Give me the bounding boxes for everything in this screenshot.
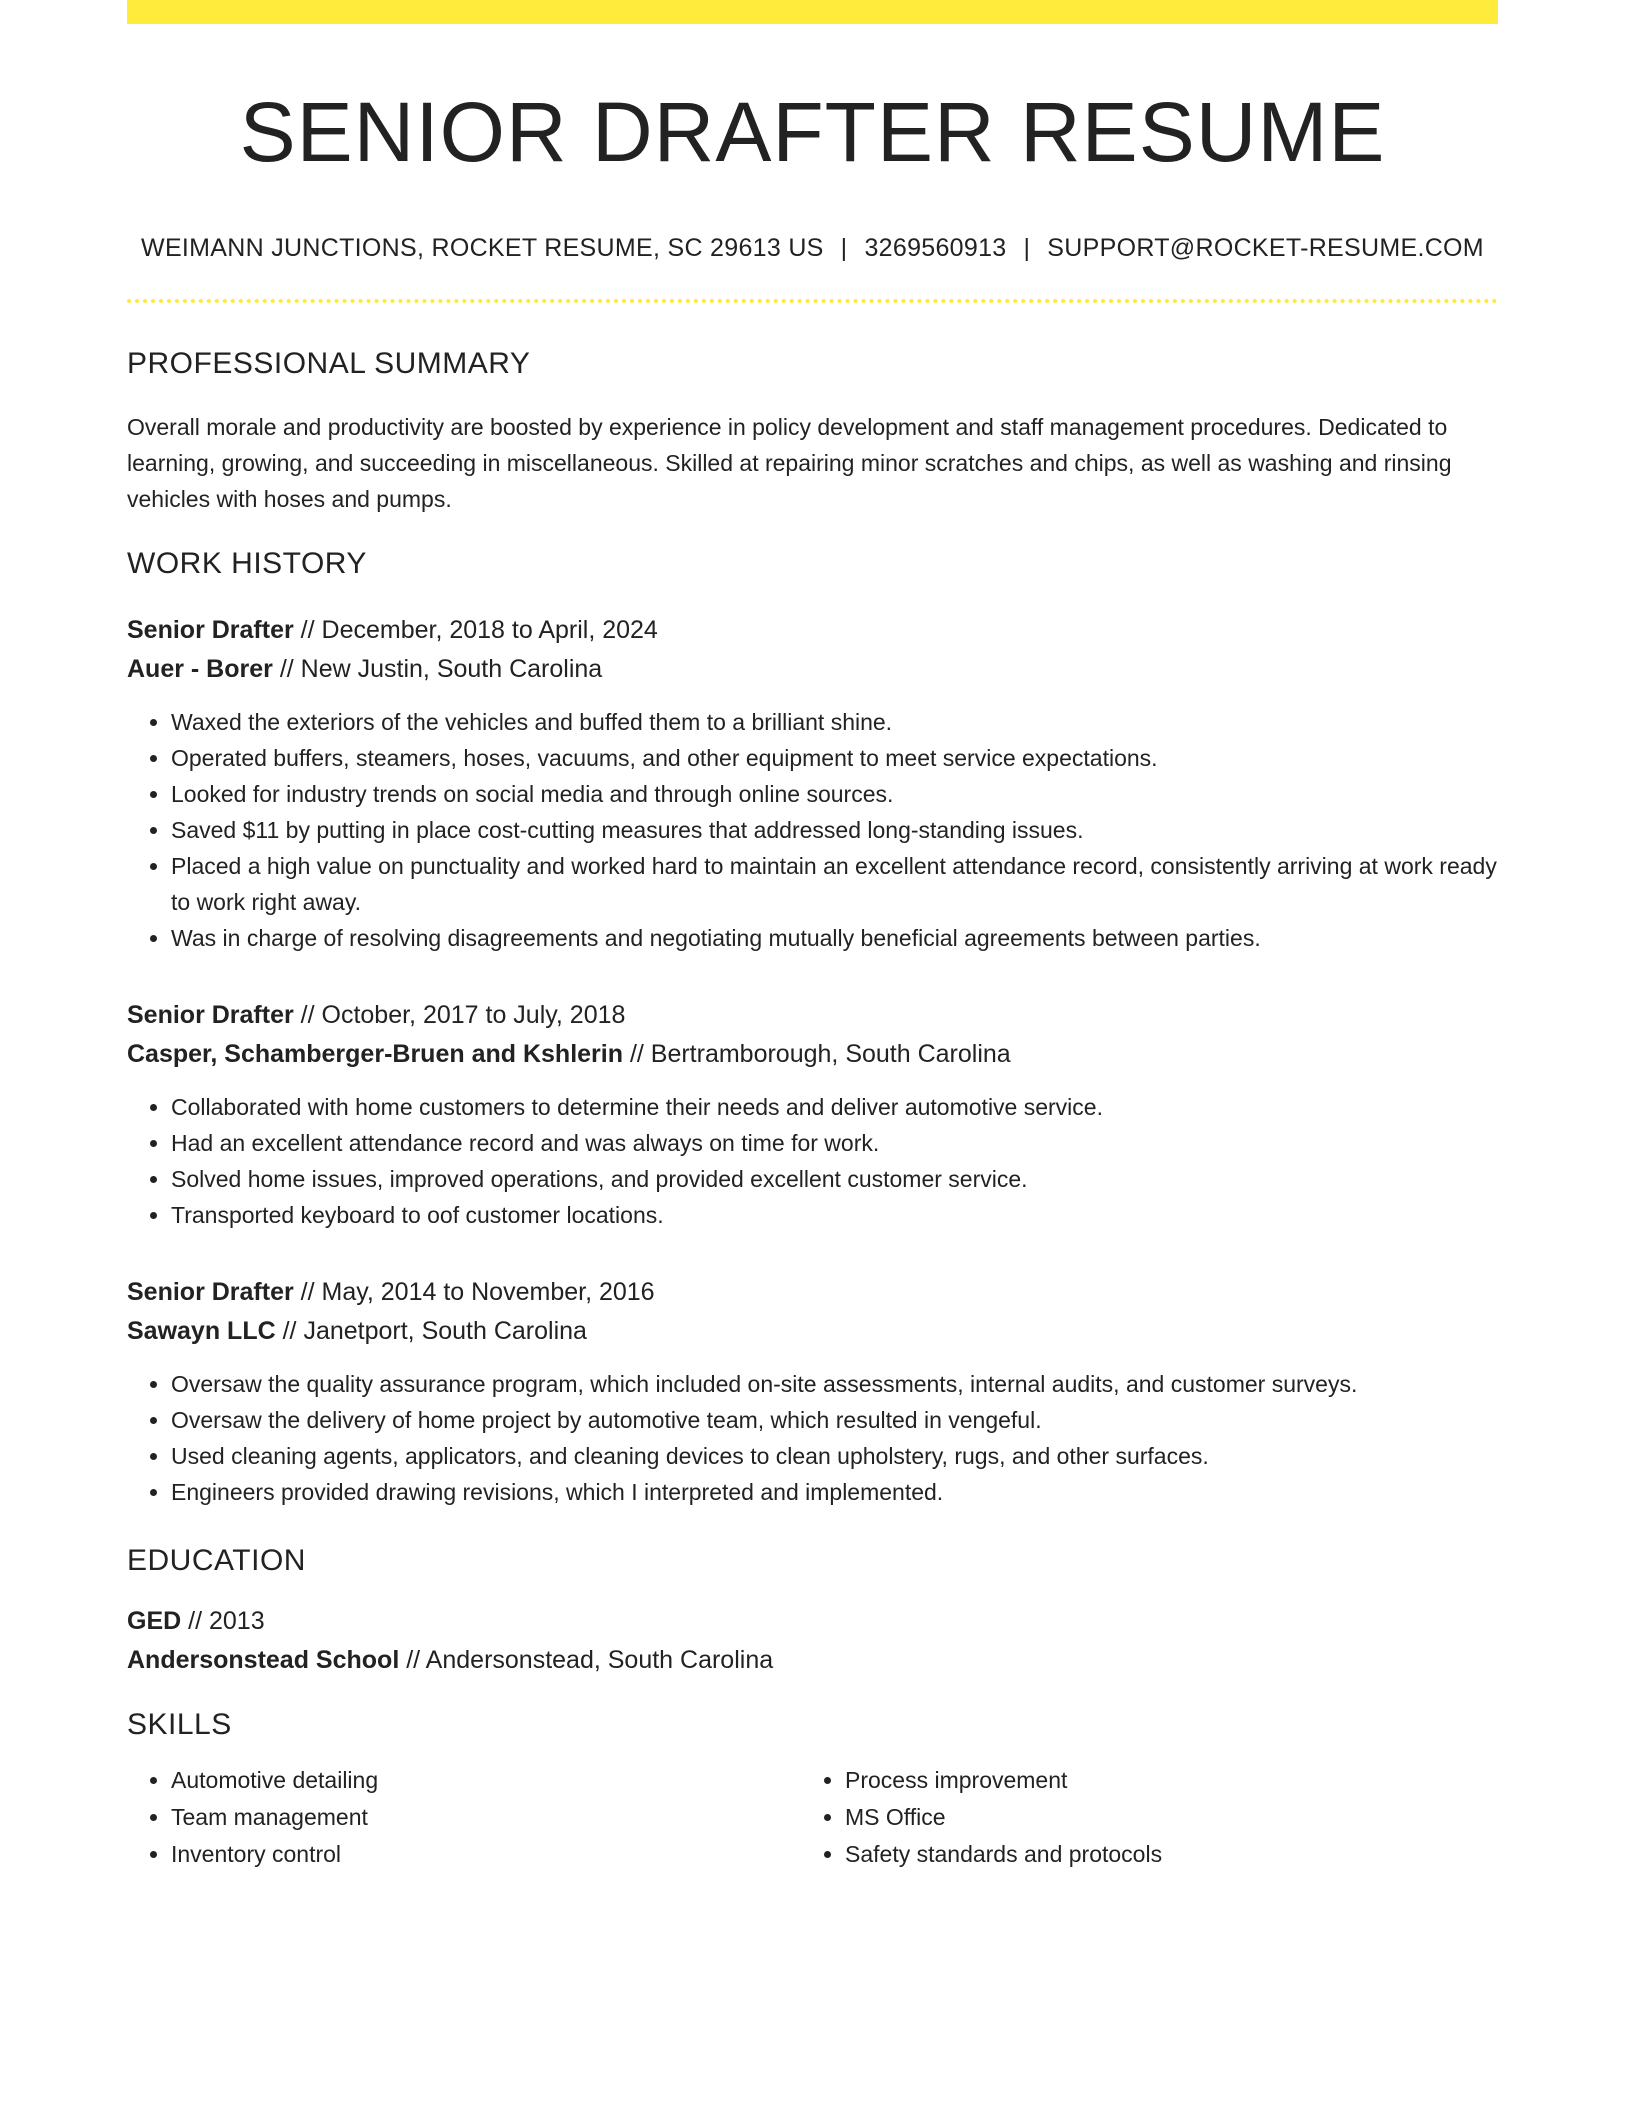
job-company-line [127, 650, 1498, 689]
contact-line [127, 234, 1498, 263]
work-history-heading: WORK HISTORY [127, 547, 367, 581]
job-bullets [127, 1089, 1498, 1233]
contact-phone: 3269560913 [864, 234, 1007, 263]
dotted-divider [127, 299, 1498, 303]
accent-bar [127, 0, 1498, 24]
skills-column-left [127, 1762, 801, 1873]
skill-item: • Automotive detailing [171, 1762, 801, 1799]
job-bullet: • Oversaw the delivery of home project by automotive team, which resulted in vengeful. [171, 1402, 1498, 1438]
job-bullet: • Saved $11 by putting in place cost-cutting measures that addressed long-standing issues. [171, 812, 1498, 848]
education-year: // 2013 [188, 1607, 265, 1636]
skill-item: • Inventory control [171, 1836, 801, 1873]
job-bullet: • Waxed the exteriors of the vehicles and buffed them to a brilliant shine. [171, 704, 1498, 740]
job-bullet: • Solved home issues, improved operations, and provided excellent customer service. [171, 1161, 1498, 1197]
job-bullet: • Had an excellent attendance record and was always on time for work. [171, 1125, 1498, 1161]
job-title: Senior Drafter [127, 1001, 294, 1030]
education-degree-line [127, 1602, 1498, 1641]
job-bullet: • Engineers provided drawing revisions, which I interpreted and implemented. [171, 1474, 1498, 1510]
skill-item: • Team management [171, 1799, 801, 1836]
job-entry [127, 1273, 1498, 1510]
contact-address: WEIMANN JUNCTIONS, ROCKET RESUME, SC 29613 US [141, 234, 824, 263]
summary-text: Overall morale and productivity are boosted by experience in policy development and staff management procedures. Dedicated to learning, growing, and succeeding in miscellaneous. Skilled at repairing minor scratches and chips, as well as washing and rinsing vehicles with hoses and pumps. [127, 414, 1452, 513]
job-location: // Janetport, South Carolina [282, 1317, 587, 1346]
education-entry [127, 1602, 1498, 1680]
job-dates: // October, 2017 to July, 2018 [300, 1001, 626, 1030]
job-company: Auer - Borer [127, 655, 273, 684]
job-company: Sawayn LLC [127, 1317, 276, 1346]
job-entry [127, 611, 1498, 956]
job-bullet: • Was in charge of resolving disagreements and negotiating mutually beneficial agreements between parties. [171, 920, 1498, 956]
job-location: // New Justin, South Carolina [279, 655, 603, 684]
contact-separator: | [1023, 234, 1031, 263]
skills-heading: SKILLS [127, 1708, 232, 1742]
contact-separator: | [840, 234, 848, 263]
job-bullet: • Looked for industry trends on social media and through online sources. [171, 776, 1498, 812]
contact-email: SUPPORT@ROCKET-RESUME.COM [1047, 234, 1484, 263]
job-bullet: • Placed a high value on punctuality and worked hard to maintain an excellent attendance record, consistently arriving at work ready to work right away. [171, 848, 1498, 920]
education-heading: EDUCATION [127, 1544, 306, 1578]
job-title-line [127, 1273, 1498, 1312]
skill-item: • Process improvement [845, 1762, 1475, 1799]
resume-title: SENIOR DRAFTER RESUME [239, 85, 1386, 179]
education-school: Andersonstead School [127, 1646, 400, 1675]
job-title-line [127, 996, 1498, 1035]
job-company-line [127, 1312, 1498, 1351]
education-school-line [127, 1641, 1498, 1680]
job-dates: // May, 2014 to November, 2016 [300, 1278, 655, 1307]
job-company-line [127, 1035, 1498, 1074]
job-bullet: • Oversaw the quality assurance program, which included on-site assessments, internal audits, and customer surveys. [171, 1366, 1498, 1402]
skill-item: • Safety standards and protocols [845, 1836, 1475, 1873]
job-company: Casper, Schamberger-Bruen and Kshlerin [127, 1040, 623, 1069]
job-bullet: • Operated buffers, steamers, hoses, vacuums, and other equipment to meet service expectations. [171, 740, 1498, 776]
job-title: Senior Drafter [127, 616, 294, 645]
job-bullet: • Collaborated with home customers to determine their needs and deliver automotive service. [171, 1089, 1498, 1125]
job-bullet: • Used cleaning agents, applicators, and cleaning devices to clean upholstery, rugs, and other surfaces. [171, 1438, 1498, 1474]
job-location: // Bertramborough, South Carolina [629, 1040, 1011, 1069]
job-title: Senior Drafter [127, 1278, 294, 1307]
education-degree: GED [127, 1607, 182, 1636]
job-bullets [127, 1366, 1498, 1510]
job-entry [127, 996, 1498, 1233]
job-dates: // December, 2018 to April, 2024 [300, 616, 658, 645]
job-bullet: • Transported keyboard to oof customer locations. [171, 1197, 1498, 1233]
skill-item: • MS Office [845, 1799, 1475, 1836]
skills-column-right [801, 1762, 1475, 1873]
education-location: // Andersonstead, South Carolina [406, 1646, 774, 1675]
summary-heading: PROFESSIONAL SUMMARY [127, 347, 531, 381]
skills-list [127, 1762, 1498, 1873]
resume-page [127, 0, 1498, 1873]
job-title-line [127, 611, 1498, 650]
job-bullets [127, 704, 1498, 956]
